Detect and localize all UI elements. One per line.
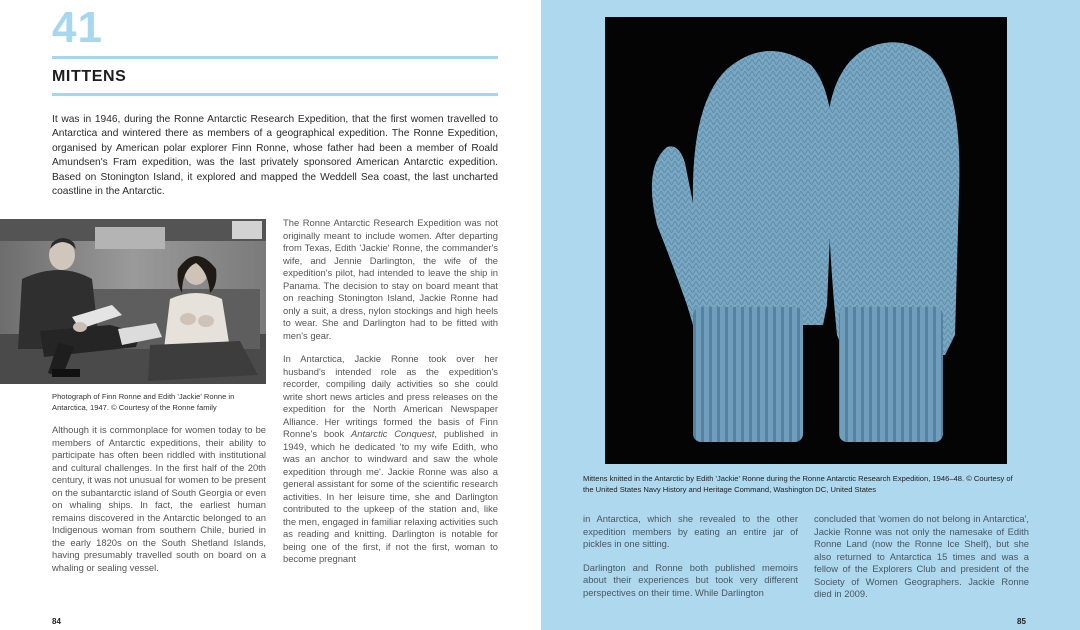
right-col1-paragraph-1: in Antarctica, which she revealed to the other expedition members by eating an entire jar of pickles in one sitting.: [583, 513, 798, 549]
divider-top: [52, 56, 498, 59]
chapter-title: MITTENS: [52, 68, 127, 85]
right-column-2: concluded that 'women do not belong in Antarctica', Jackie Ronne was not only the namesake of Edith Ronne Land (now the Ronne Ice Shelf), but she also returned to Antarctica 15 times and was a fellow of the Explorers Club and president of the Society of Women Geographers. Jackie Ronne died in 2009.: [814, 513, 1029, 599]
right-col1-paragraph-2: Darlington and Ronne both published memoirs about their experiences but took very different perspectives on their time. While Darlington: [583, 561, 798, 598]
intro-paragraph: It was in 1946, during the Ronne Antarctic Research Expedition, that the first women travelled to Antarctica and wintered there as members of a geographical expedition. The Ronne Expedition, organised by American polar explorer Finn Ronne, whose father had been a member of Roald Amundsen's Fram expedition, was the last privately sponsored American Antarctic expedition. Based on Stonington Island, it explored and mapped the Weddell Sea coast, the last uncharted coastline in the Antarctic.: [52, 114, 498, 198]
photo-caption: Photograph of Finn Ronne and Edith 'Jackie' Ronne in Antarctica, 1947. © Courtesy of the Ronne family: [52, 392, 235, 412]
left-mitten-cuff: [693, 307, 803, 442]
book-title: Antarctic Conquest: [351, 428, 435, 439]
page-number-right: 85: [1017, 617, 1026, 626]
left-column-text: Although it is commonplace for women today to be members of Antarctic expeditions, their ability to participate has often been riddled with institutional and cultural challenges. In the first half of the 20th century, it was not unusual for women to be present on the subantarctic island of South Georgia or even on whaling ships. In fact, the earliest human remains discovered in the Antarctic belonged to an Indigenous woman from southern Chile, buried in the early 1820s on the South Shetland Islands, having presumably travelled south on board on a whaling or sealing vessel.: [52, 424, 267, 573]
mittens-caption: Mittens knitted in the Antarctic by Edith 'Jackie' Ronne during the Ronne Antarctic Research Expedition, 1946–48. © Courtesy of the United States Navy History and Heritage Command, Washington DC, United States: [583, 474, 1013, 494]
ronne-photograph: [0, 219, 266, 384]
chapter-number: 41: [52, 3, 103, 52]
page-number-left: 84: [52, 617, 61, 626]
middle-paragraph-1: The Ronne Antarctic Research Expedition was not originally meant to include women. After departing from Texas, Edith 'Jackie' Ronne, the commander's wife, and Jennie Darlington, the wife of the expedition's pilot, had intended to leave the ship in Panama. The decision to stay on board meant that on reaching Stonington Island, Jackie Ronne had only a suit, a dress, nylon stockings and high heels to wear. She and Darlington had to be fitted with men's gear.: [283, 217, 498, 341]
right-mitten-cuff: [839, 307, 943, 442]
middle-column-text: [283, 217, 498, 577]
middle-paragraph-2: In Antarctica, Jackie Ronne took over her husband's intended role as the expedition's recorder, compiling daily activities so she could write short news articles and press releases on the expedition for the North American Newspaper Alliance. Her writings formed the basis of Finn Ronne's book Antarctic Conquest, published in 1949, which he dedicated 'to my wife Edith, who was an anchor to windward and saw the whole expedition through me'. Jackie Ronne was also a general assistant for some of the scientific research activities. In her leisure time, she and Darlington contributed to the upkeep of the station and, like the men, engaged in familiar relaxing activities such as reading and knitting. Darlington is notable for being one of the first, if not the first, woman to become pregnant: [283, 353, 498, 564]
right-column-1: [583, 513, 798, 610]
divider-bottom: [52, 93, 498, 96]
mittens-photograph: [605, 17, 1007, 464]
